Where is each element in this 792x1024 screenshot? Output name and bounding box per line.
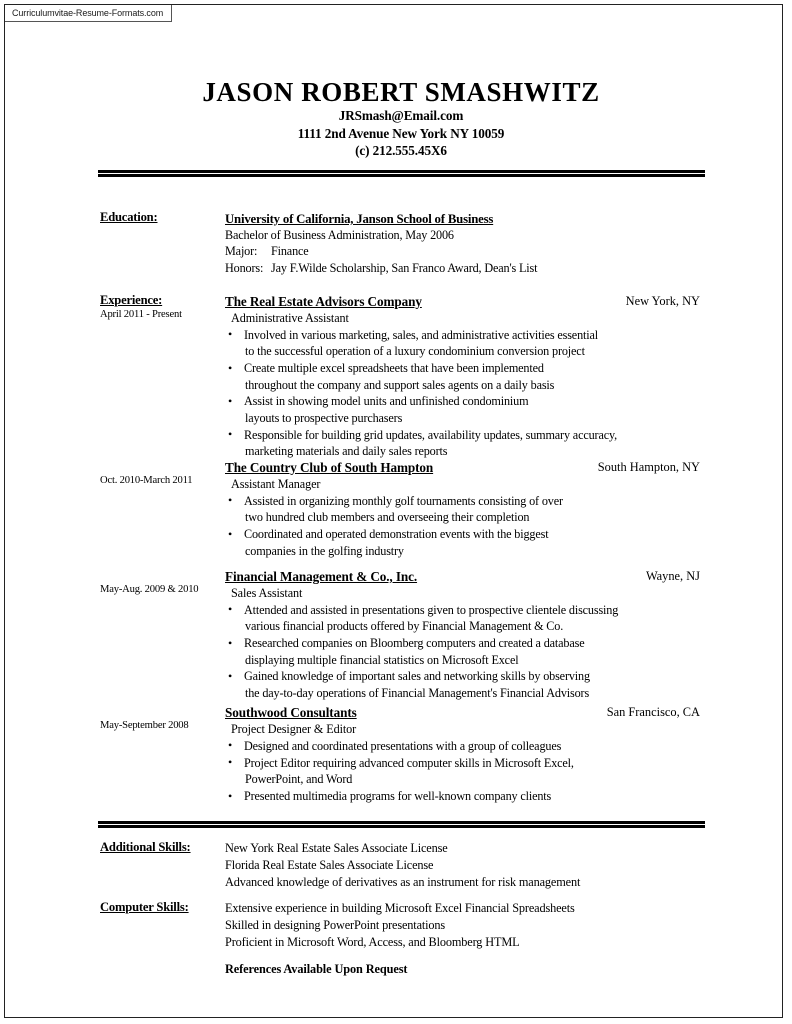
skill-line: New York Real Estate Sales Associate License (225, 841, 448, 855)
job-title: Assistant Manager (231, 477, 321, 491)
bullet-line-1: Researched companies on Bloomberg computers and created a database (244, 636, 585, 651)
bullet-line-2: the day-to-day operations of Financial Management's Financial Advisors (245, 685, 590, 700)
job-company: The Real Estate Advisors Company (225, 294, 422, 309)
resume-header (96, 77, 706, 160)
job-bullets (225, 738, 700, 805)
bullet-line-2: layouts to prospective purchasers (245, 410, 403, 425)
bullet-item (225, 327, 700, 360)
job-bullets (225, 602, 700, 701)
job-title: Administrative Assistant (231, 311, 349, 325)
job-bullets (225, 493, 700, 559)
job-content (225, 293, 700, 460)
experience-label: Experience: (100, 293, 163, 307)
additional-skills-content (225, 840, 700, 891)
bullet-item (225, 668, 700, 701)
additional-skills-label: Additional Skills: (100, 840, 191, 854)
job-location: San Francisco, CA (606, 705, 700, 719)
bullet-line-2: throughout the company and support sales agents on a daily basis (245, 377, 555, 392)
computer-skills-content (225, 900, 700, 951)
job-title: Sales Assistant (231, 586, 303, 600)
bullet-item (225, 755, 700, 788)
bullet-line-2: companies in the golfing industry (245, 543, 404, 558)
candidate-email: JRSmash@Email.com (338, 108, 464, 124)
job-company: Financial Management & Co., Inc. (225, 569, 418, 584)
candidate-address: 1111 2nd Avenue New York NY 10059 (297, 125, 505, 141)
job-title: Project Designer & Editor (231, 722, 357, 736)
bullet-item (225, 788, 700, 804)
bullet-item (225, 360, 700, 393)
job-content (225, 568, 700, 701)
job-dates: May-September 2008 (100, 720, 189, 731)
bullet-line-1: Gained knowledge of important sales and networking skills by observing (244, 669, 590, 684)
skill-line: Skilled in designing PowerPoint presentations (225, 917, 446, 932)
candidate-name: JASON ROBERT SMASHWITZ (202, 77, 600, 107)
job-company: The Country Club of South Hampton (225, 460, 434, 475)
site-watermark: Curriculumvitae-Resume-Formats.com (5, 5, 172, 22)
job-content (225, 704, 700, 804)
education-major (225, 243, 700, 259)
resume-page (4, 4, 783, 1018)
bullet-line-1: Responsible for building grid updates, availability updates, summary accuracy, (244, 427, 618, 442)
education-honors-key: Honors: (225, 260, 264, 275)
job-location: Wayne, NJ (645, 569, 700, 583)
bullet-line-2: two hundred club members and overseeing their completion (245, 510, 530, 525)
bullet-item (225, 427, 700, 460)
bullet-line-1: Coordinated and operated demonstration events with the biggest (244, 527, 549, 542)
job-company: Southwood Consultants (225, 705, 357, 720)
skill-line: Advanced knowledge of derivatives as an instrument for risk management (225, 874, 581, 889)
education-major-key: Major: (225, 244, 258, 259)
skill-line: Extensive experience in building Microsoft Excel Financial Spreadsheets (225, 901, 575, 915)
job-dates: April 2011 - Present (100, 309, 182, 320)
bullet-line-1: Involved in various marketing, sales, and administrative activities essential (244, 327, 598, 342)
job-dates: Oct. 2010-March 2011 (100, 475, 193, 486)
bullet-line-1: Assisted in organizing monthly golf tournaments consisting of over (244, 493, 563, 508)
bullet-item (225, 493, 700, 526)
bullet-line-2: various financial products offered by Financial Management & Co. (245, 619, 564, 634)
bullet-item (225, 635, 700, 668)
bullet-line-2: marketing materials and daily sales reports (245, 444, 448, 459)
bullet-item (225, 526, 700, 559)
education-label: Education: (100, 210, 158, 224)
bullet-line-1: Assist in showing model units and unfinished condominium (244, 394, 529, 409)
bullet-line-1: Attended and assisted in presentations given to prospective clientele discussing (244, 602, 619, 617)
skill-line: Proficient in Microsoft Word, Access, and Bloomberg HTML (225, 934, 520, 949)
education-school: University of California, Janson School of Business (225, 212, 494, 226)
computer-skills-label: Computer Skills: (100, 900, 189, 914)
references-line: References Available Upon Request (225, 962, 408, 976)
candidate-phone: (c) 212.555.45X6 (355, 143, 447, 159)
education-content (225, 210, 700, 276)
job-dates: May-Aug. 2009 & 2010 (100, 584, 199, 595)
bullet-line-2: to the successful operation of a luxury condominium conversion project (245, 344, 585, 359)
bullet-line-1: Project Editor requiring advanced computer skills in Microsoft Excel, (244, 755, 574, 770)
bullet-line-2: displaying multiple financial statistics on Microsoft Excel (245, 652, 519, 667)
bullet-line-1: Designed and coordinated presentations with a group of colleagues (244, 738, 562, 753)
bullet-item (225, 738, 700, 754)
education-honors-value: Jay F.Wilde Scholarship, San Franco Award, Dean's List (271, 260, 538, 275)
job-location: South Hampton, NY (597, 460, 700, 474)
job-content (225, 459, 700, 559)
skill-line: Florida Real Estate Sales Associate License (225, 857, 434, 872)
bullet-line-2: PowerPoint, and Word (245, 772, 353, 787)
skills-divider (98, 821, 705, 828)
bullet-line-1: Create multiple excel spreadsheets that have been implemented (244, 361, 544, 376)
job-bullets (225, 327, 700, 460)
job-location: New York, NY (625, 294, 700, 308)
education-degree: Bachelor of Business Administration, May 2006 (225, 228, 454, 242)
bullet-item (225, 602, 700, 635)
bullet-line-1: Presented multimedia programs for well-known company clients (244, 789, 552, 804)
education-major-value: Finance (271, 244, 309, 259)
bullet-item (225, 393, 700, 426)
header-divider (98, 170, 705, 177)
education-honors (225, 260, 700, 276)
